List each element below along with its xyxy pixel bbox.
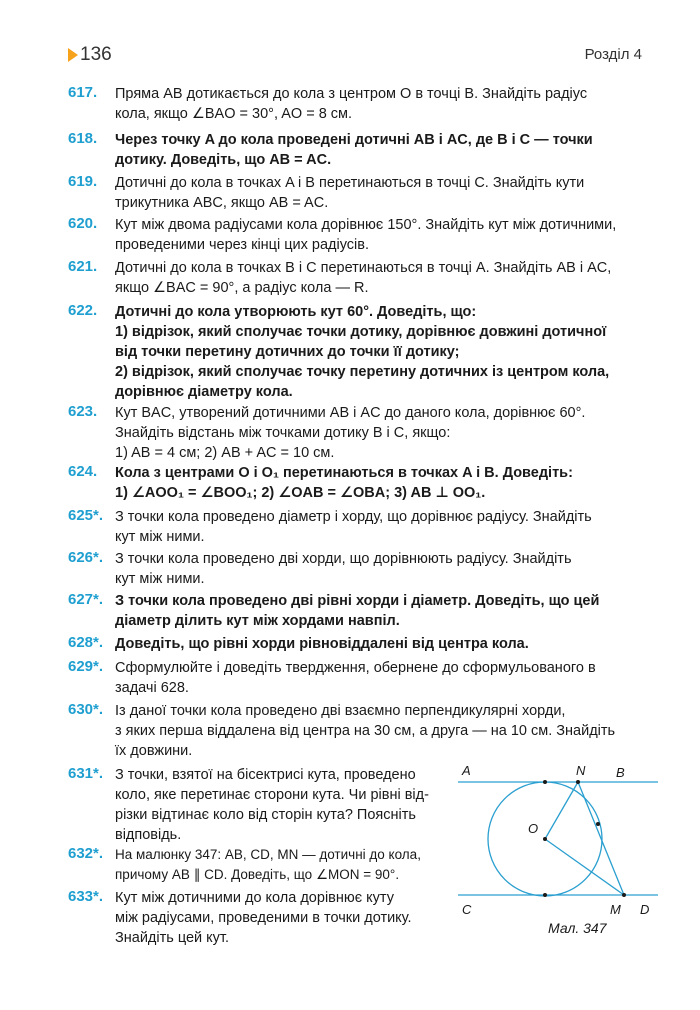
label-a: A <box>462 763 471 778</box>
problem-text: Через точку A до кола проведені дотичні AB і AC, де B і C — точки дотику. Доведіть, що AB = AC. <box>115 132 593 168</box>
problem-number: 622. <box>68 302 98 319</box>
problem-number: 627*. <box>68 591 104 608</box>
problem-text: З точки кола проведено діаметр і хорду, що дорівнює радіусу. Знайдіть кут між ними. <box>115 509 592 545</box>
figure-347 <box>458 760 658 938</box>
problem-number: 625*. <box>68 507 104 524</box>
problem-number: 633*. <box>68 888 104 905</box>
problem-text: Дотичні до кола в точках A і B перетинаються в точці C. Знайдіть кути трикутника ABC, якщо AB = AC. <box>115 175 585 211</box>
problem-text: Доведіть, що рівні хорди рівновіддалені від центра кола. <box>115 636 529 652</box>
problem-text: З точки кола проведено дві рівні хорди і діаметр. Доведіть, що цей діаметр ділить кут між хордами навпіл. <box>115 593 600 629</box>
label-m: M <box>610 902 621 917</box>
problem-number: 618. <box>68 130 98 147</box>
problem-text: З точки кола проведено дві хорди, що дорівнюють радіусу. Знайдіть кут між ними. <box>115 551 572 587</box>
label-n: N <box>576 763 586 778</box>
problem-number: 620. <box>68 215 98 232</box>
point-n <box>576 780 580 784</box>
problem-text: Із даної точки кола проведено дві взаємно перпендикулярні хорди, з яких перша віддалена від центра на 30 см, а друга — на 10 см. Знайдіть їх довжини. <box>115 703 616 759</box>
problem-number: 628*. <box>68 634 104 651</box>
problem-number: 631*. <box>68 765 104 782</box>
segment-on <box>545 782 578 839</box>
chapter-label: Розділ 4 <box>584 46 642 63</box>
problem-number: 632*. <box>68 845 104 862</box>
label-d: D <box>640 902 650 917</box>
problem-text: Кут між двома радіусами кола дорівнює 150°. Знайдіть кут між дотичними, проведеними через кінці цих радіусів. <box>115 217 617 253</box>
problem-number: 624. <box>68 463 98 480</box>
page-number: 136 <box>68 44 112 66</box>
label-c: C <box>462 902 472 917</box>
problem-text: Кут між дотичними до кола дорівнює куту між радіусами, проведеними в точки дотику. Знайдіть цей кут. <box>115 890 412 946</box>
problem-text: Кут BAC, утворений дотичними AB і AC до даного кола, дорівнює 60°. Знайдіть відстань між точками дотику B і C, якщо: 1) AB = 4 см; 2) AB + AC = 10 см. <box>115 405 586 461</box>
tangent-point-top <box>543 780 547 784</box>
problem-text: З точки, взятої на бісектрисі кута, проведено коло, яке перетинає сторони кута. Чи рівні від- різки відтинає коло від сторін кута? Поясніть відповідь. <box>115 767 429 843</box>
label-o: O <box>528 821 539 836</box>
problem-number: 630*. <box>68 701 104 718</box>
problem-number: 626*. <box>68 549 104 566</box>
problem-number: 619. <box>68 173 98 190</box>
tangent-point-bottom <box>543 893 547 897</box>
problem-text: Дотичні до кола утворюють кут 60°. Доведіть, що: 1) відрізок, який сполучає точки дотику, дорівнює довжині дотичної від точки перетину дотичних до точки її дотику; 2) відрізок, який сполучає точку перетину дотичних із центром кола, дорівнює діаметру кола. <box>115 304 610 400</box>
problem-number: 617. <box>68 84 98 101</box>
page-header <box>68 44 642 74</box>
problem-text: Сформулюйте і доведіть твердження, обернене до сформульованого в задачі 628. <box>115 660 596 696</box>
point-m <box>622 893 626 897</box>
figure-caption: Мал. 347 <box>548 920 607 936</box>
center-point-o <box>543 837 547 841</box>
problem-text: Дотичні до кола в точках B і C перетинаються в точці A. Знайдіть AB і AC, якщо ∠BAC = 90°, а радіус кола — R. <box>115 260 612 296</box>
problem-number: 623. <box>68 403 98 420</box>
problem-number: 621. <box>68 258 98 275</box>
problem-text: Кола з центрами O і O₁ перетинаються в точках A і B. Доведіть: 1) ∠AOO₁ = ∠BOO₁; 2) ∠OAB = ∠OBA; 3) AB ⊥ OO₁. <box>115 465 573 501</box>
label-b: B <box>616 765 625 780</box>
problem-text: На малюнку 347: AB, CD, MN — дотичні до кола, причому AB ∥ CD. Доведіть, що ∠MON = 90°. <box>115 847 421 882</box>
tangent-point-mn <box>596 822 600 826</box>
problem-number: 629*. <box>68 658 104 675</box>
page-marker-icon <box>68 48 78 62</box>
problem-text: Пряма AB дотикається до кола з центром O в точці B. Знайдіть радіус кола, якщо ∠BAO = 30°, AO = 8 см. <box>115 86 588 122</box>
